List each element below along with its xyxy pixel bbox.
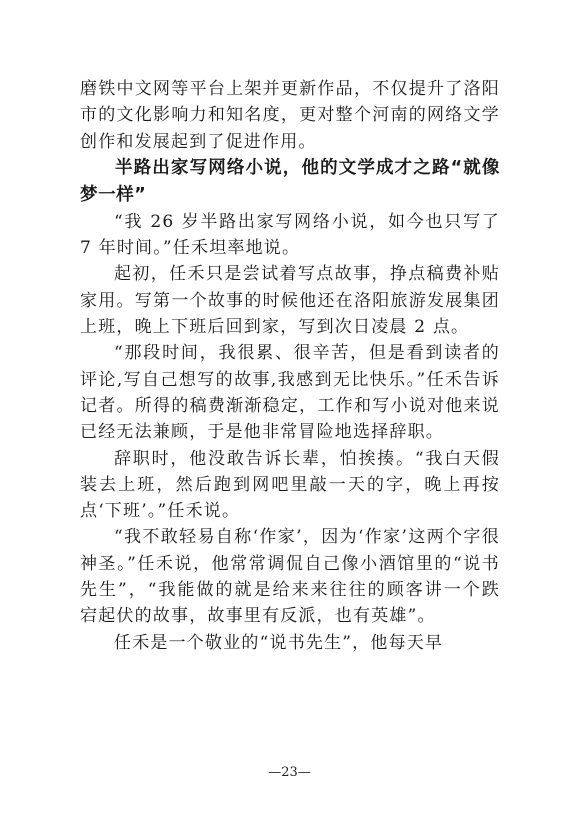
section-heading: 半路出家写网络小说，他的文学成才之路“就像梦一样”	[80, 157, 500, 205]
paragraph-2: “我 26 岁半路出家写网络小说，如今也只写了 7 年时间。”任禾坦率地说。	[80, 211, 500, 259]
paragraph-4: “那段时间，我很累、很辛苦，但是看到读者的评论,写自己想写的故事,我感到无比快乐。”任禾告诉记者。所得的稿费渐渐稳定，工作和写小说对他来说已经无法兼顾，于是他非常冒险地选择辞职。	[80, 343, 500, 443]
page-number: —23—	[268, 765, 311, 780]
paragraph-1: 磨铁中文网等平台上架并更新作品，不仅提升了洛阳市的文化影响力和知名度，更对整个河南的网络文学创作和发展起到了促进作用。	[80, 79, 500, 152]
paragraph-7: 任禾是一个敬业的“说书先生”，他每天早	[114, 632, 444, 653]
article-body	[80, 76, 500, 656]
paragraph-3: 起初，任禾只是尝试着写点故事，挣点稿费补贴家用。写第一个故事的时候他还在洛阳旅游发展集团上班，晚上下班后回到家，写到次日凌晨 2 点。	[80, 264, 500, 338]
paragraph-6: “我不敢轻易自称‘作家’，因为‘作家’这两个字很神圣。”任禾说，他常常调侃自己像小酒馆里的“说书先生”，“我能做的就是给来来往往的顾客讲一个跌宕起伏的故事，故事里有反派，也有英雄”。	[80, 527, 500, 627]
paragraph-5: 辞职时，他没敢告诉长辈，怕挨揍。“我白天假装去上班，然后跑到网吧里敲一天的字，晚上再按点‘下班’。”任禾说。	[80, 448, 500, 522]
